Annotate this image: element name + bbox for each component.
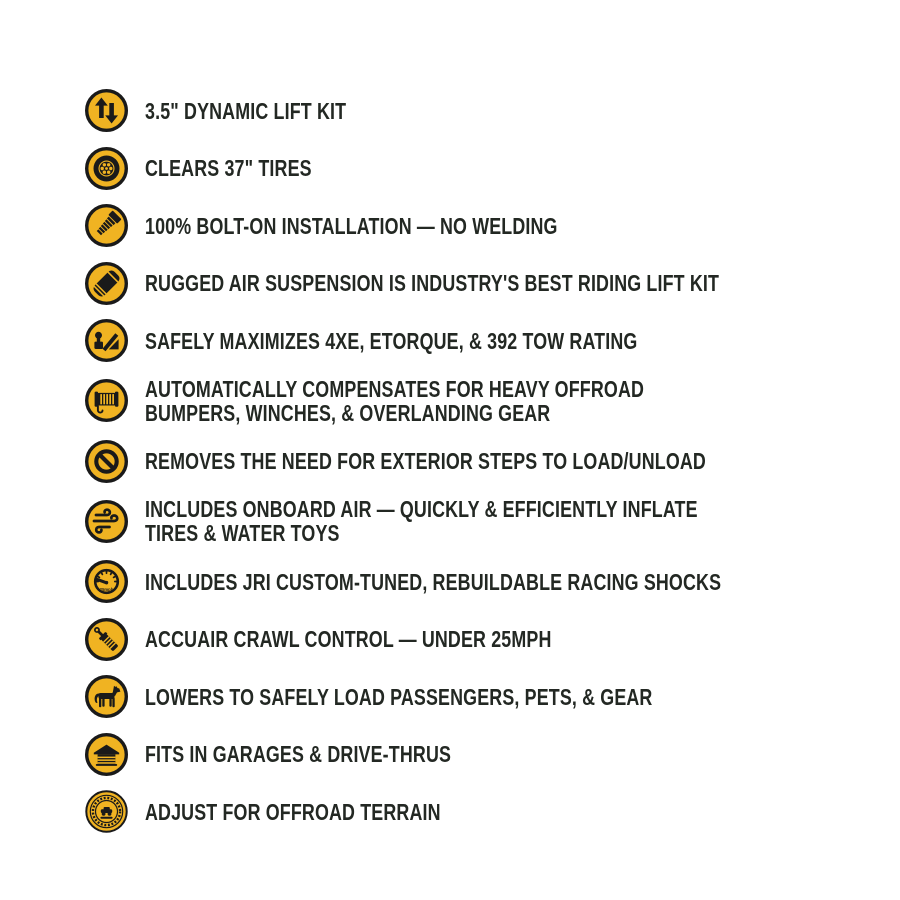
air-flow-icon: [85, 500, 128, 543]
speed-gauge-icon: [85, 560, 128, 603]
feature-text: INCLUDES ONBOARD AIR — QUICKLY & EFFICIENTLY INFLATE TIRES & WATER TOYS: [145, 496, 698, 547]
feature-item: [85, 319, 900, 362]
feature-text: SAFELY MAXIMIZES 4XE, ETORQUE, & 392 TOW RATING: [145, 327, 638, 354]
feature-text: RUGGED AIR SUSPENSION IS INDUSTRY'S BEST RIDING LIFT KIT: [145, 270, 720, 296]
feature-list: [85, 89, 900, 833]
no-steps-icon: [85, 440, 128, 483]
garage-icon: [85, 733, 128, 776]
bolt-icon: [85, 204, 128, 247]
feature-text: INCLUDES JRI CUSTOM-TUNED, REBUILDABLE RACING SHOCKS: [145, 568, 722, 595]
gauge-mph-label: 25mph: [99, 586, 114, 592]
tow-hitch-icon: [85, 319, 128, 362]
feature-item: [85, 733, 900, 776]
winch-icon: [85, 379, 128, 422]
feature-item: [85, 618, 900, 661]
feature-item: [85, 675, 900, 718]
feature-text: AUTOMATICALLY COMPENSATES FOR HEAVY OFFROAD BUMPERS, WINCHES, & OVERLANDING GEAR: [145, 375, 645, 426]
feature-item: [85, 377, 900, 426]
feature-item: [85, 440, 900, 483]
feature-text: ADJUST FOR OFFROAD TERRAIN: [145, 798, 441, 825]
feature-text: ACCUAIR CRAWL CONTROL — UNDER 25MPH: [145, 626, 552, 652]
feature-item: [85, 147, 900, 190]
feature-text: LOWERS TO SAFELY LOAD PASSENGERS, PETS, & GEAR: [145, 683, 653, 710]
feature-text: 3.5" DYNAMIC LIFT KIT: [145, 97, 347, 124]
feature-item: [85, 790, 900, 833]
tire-icon: [85, 147, 128, 190]
lift-arrows-icon: [85, 89, 128, 132]
feature-text: FITS IN GARAGES & DRIVE-THRUS: [145, 741, 452, 767]
feature-item: [85, 497, 900, 546]
feature-item: [85, 560, 900, 603]
air-spring-icon: [85, 262, 128, 305]
feature-text: 100% BOLT-ON INSTALLATION — NO WELDING: [145, 212, 558, 239]
dog-icon: [85, 675, 128, 718]
feature-text: REMOVES THE NEED FOR EXTERIOR STEPS TO LOAD/UNLOAD: [145, 448, 706, 474]
feature-item: [85, 204, 900, 247]
shock-absorber-icon: [85, 618, 128, 661]
feature-text: CLEARS 37" TIRES: [145, 155, 312, 181]
offroad-badge-icon: [85, 790, 128, 833]
feature-item: [85, 262, 900, 305]
feature-item: [85, 89, 900, 132]
